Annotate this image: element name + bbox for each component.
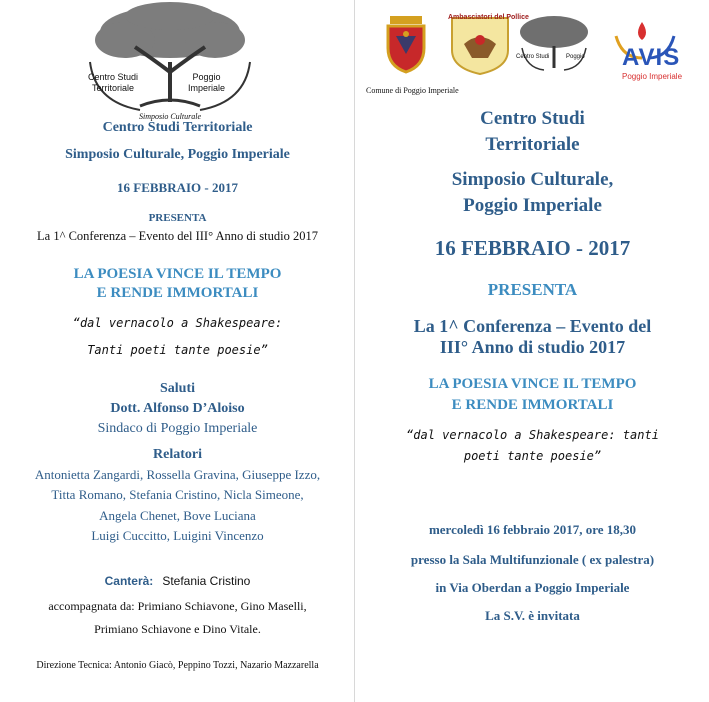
org-name: Centro Studi Territoriale xyxy=(102,120,253,135)
logo-caption: Simposio Culturale xyxy=(138,112,201,121)
logo-line2: Territoriale xyxy=(92,83,135,93)
org-subtitle-line1: Simposio Culturale, xyxy=(451,169,614,190)
small-tree-logo xyxy=(514,12,594,86)
headline-line1: LA POESIA VINCE IL TEMPO xyxy=(73,266,282,282)
saluti-label: Saluti xyxy=(159,381,195,396)
accompaniment-line1: accompagnata da: Primiano Schiavone, Gino Maselli, xyxy=(48,599,307,613)
subtitle-line1: “dal vernacolo a Shakespeare: xyxy=(72,316,283,330)
small-logo-text2: Poggio xyxy=(566,54,585,60)
invitation: La S.V. è invitata xyxy=(485,608,580,623)
conference-line1: La 1^ Conferenza – Evento del xyxy=(413,316,652,336)
cantera-row xyxy=(0,574,355,589)
relatori-line: Luigi Cuccitto, Luigini Vincenzo xyxy=(91,528,264,543)
event-where-line1: presso la Sala Multifunzionale ( ex palestra) xyxy=(410,552,655,567)
saluti-name: Dott. Alfonso D’Aloiso xyxy=(110,401,245,416)
presenta-label: PRESENTA xyxy=(148,212,207,224)
ambasciatori-logo xyxy=(448,14,529,76)
accompaniment-line2: Primiano Schiavone e Dino Vitale. xyxy=(94,622,261,636)
relatori-label: Relatori xyxy=(153,447,202,462)
event-date: 16 FEBBRAIO - 2017 xyxy=(434,236,631,260)
comune-logo xyxy=(366,14,459,95)
event-date: 16 FEBBRAIO - 2017 xyxy=(117,180,238,195)
logo-text-right xyxy=(188,72,225,94)
conference-line2: III° Anno di studio 2017 xyxy=(439,337,626,357)
headline-line2: E RENDE IMMORTALI xyxy=(451,397,614,413)
headline-line1: LA POESIA VINCE IL TEMPO xyxy=(428,376,637,392)
shield-icon xyxy=(448,14,529,76)
subtitle-line2: Tanti poeti tante poesie” xyxy=(87,343,268,357)
tree-logo xyxy=(80,2,260,124)
presenta-label: PRESENTA xyxy=(487,280,578,299)
relatori-line: Angela Chenet, Bove Luciana xyxy=(99,508,256,523)
crest-icon xyxy=(376,14,436,74)
logo-line3: Poggio xyxy=(192,72,221,82)
org-subtitle-line2: Poggio Imperiale xyxy=(463,195,602,216)
cantera-label: Canterà: xyxy=(104,574,154,588)
relatori-line: Titta Romano, Stefania Cristino, Nicla Simeone, xyxy=(51,487,304,502)
headline-line2: E RENDE IMMORTALI xyxy=(96,285,259,301)
org-name-line2: Territoriale xyxy=(485,134,580,155)
org-name-line1: Centro Studi xyxy=(480,108,585,129)
logo-line4: Imperiale xyxy=(188,83,226,93)
subtitle-line1: “dal vernacolo a Shakespeare: tanti xyxy=(406,428,659,442)
relatori-line: Antonietta Zangardi, Rossella Gravina, Giuseppe Izzo, xyxy=(34,467,321,482)
tree-icon xyxy=(514,12,594,72)
right-panel xyxy=(356,0,709,702)
avis-caption: Poggio Imperiale xyxy=(622,72,683,81)
org-subtitle: Simposio Culturale, Poggio Imperiale xyxy=(65,147,290,162)
logo-line1: Centro Studi xyxy=(88,72,139,82)
ambasciatori-text: Ambasciatori del Pollice xyxy=(448,14,529,21)
avis-wordmark: AVIS xyxy=(622,44,681,71)
comune-caption: Comune di Poggio Imperiale xyxy=(366,86,459,95)
avis-logo xyxy=(608,18,688,88)
subtitle-line2: poeti tante poesie” xyxy=(463,449,602,463)
tree-icon xyxy=(80,2,260,124)
saluti-role: Sindaco di Poggio Imperiale xyxy=(97,421,258,436)
logo-text-left xyxy=(88,72,138,94)
event-where-line2: in Via Oberdan a Poggio Imperiale xyxy=(435,580,630,595)
event-when: mercoledì 16 febbraio 2017, ore 18,30 xyxy=(428,522,637,537)
conference-title: La 1^ Conferenza – Evento del III° Anno di studio 2017 xyxy=(37,229,318,243)
small-logo-text1: Centro Studi xyxy=(516,54,550,60)
technical-direction: Direzione Tecnica: Antonio Giacò, Peppino Tozzi, Nazario Mazzarella xyxy=(36,660,319,671)
fold-line xyxy=(354,0,355,702)
cantera-name: Stefania Cristino xyxy=(162,574,251,588)
